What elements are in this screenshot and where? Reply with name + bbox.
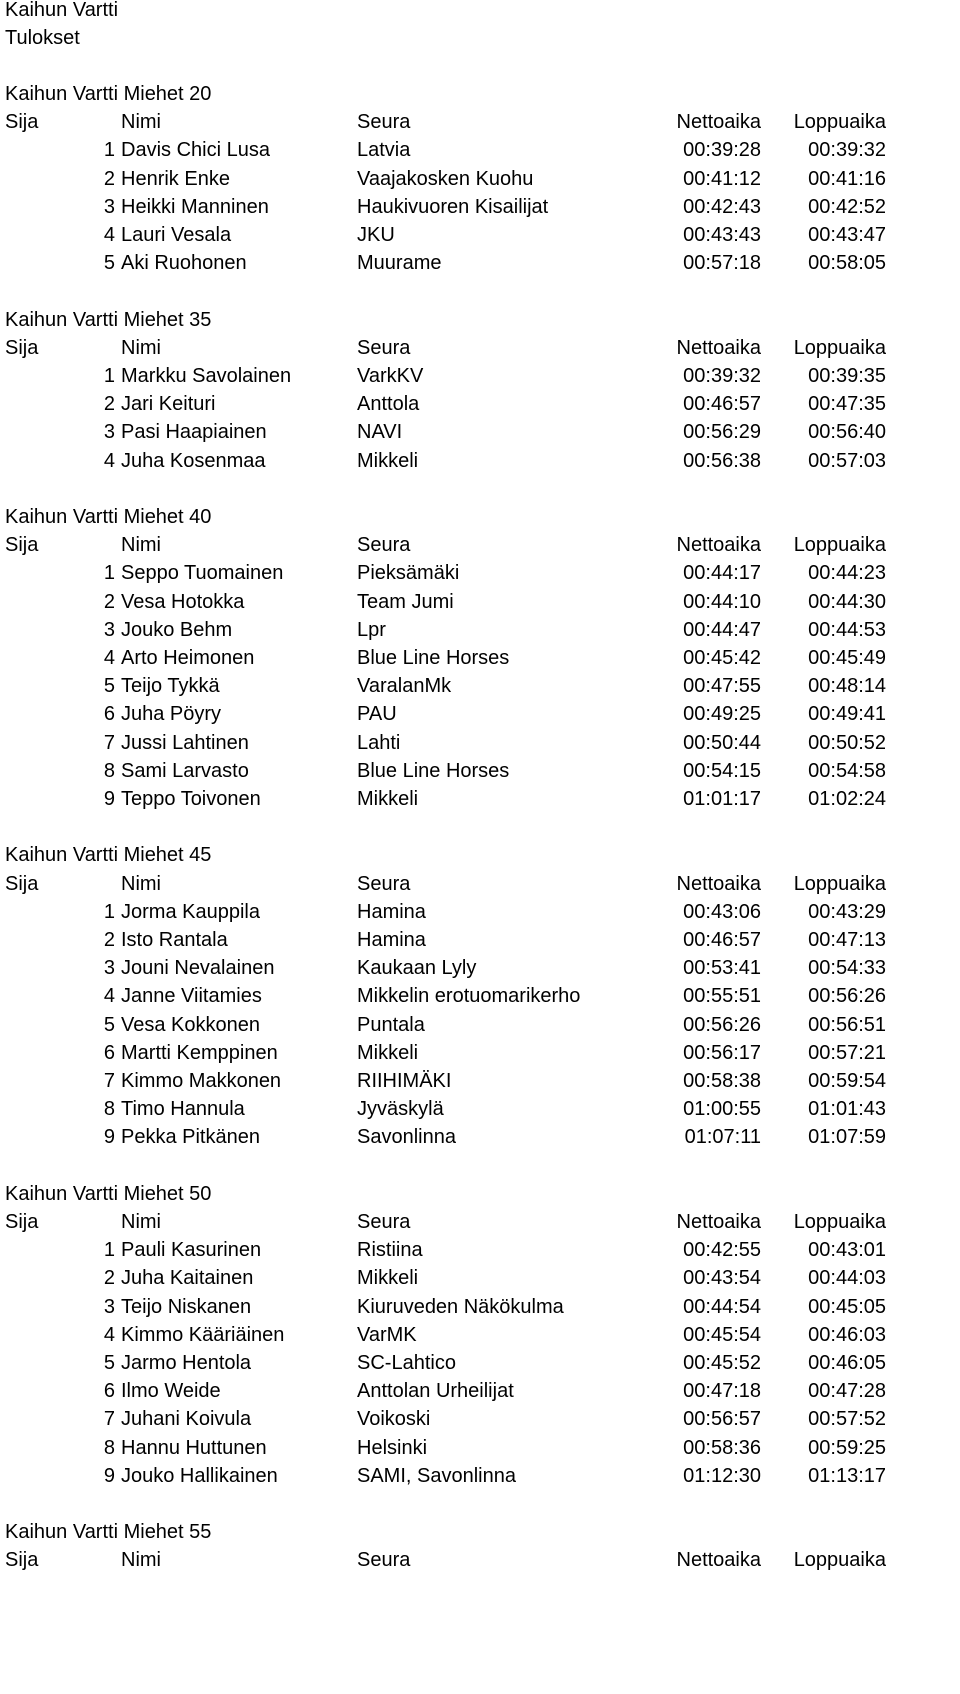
column-header-seura: Seura	[357, 1211, 411, 1233]
cell-seura: Blue Line Horses	[357, 647, 510, 669]
table-row	[0, 165, 960, 193]
cell-nettoaika: 00:47:18	[683, 1380, 761, 1403]
cell-nimi: Henrik Enke	[121, 167, 230, 190]
table-row	[0, 1434, 960, 1462]
cell-seura: VaralanMk	[357, 675, 452, 698]
column-header-sija: Sija	[5, 1211, 39, 1233]
cell-loppuaika: 00:57:03	[808, 449, 886, 472]
cell-nettoaika: 00:46:57	[683, 393, 761, 416]
cell-loppuaika: 00:56:26	[808, 985, 886, 1008]
table-row	[0, 1123, 960, 1151]
cell-seura: Latvia	[357, 139, 411, 162]
cell-sija: 7	[103, 1070, 115, 1092]
column-header-seura: Seura	[357, 872, 411, 895]
cell-sija: 9	[103, 1126, 115, 1149]
table-row	[0, 616, 960, 644]
column-header-row	[0, 1546, 960, 1574]
cell-nimi: Heikki Manninen	[121, 195, 269, 218]
table-row	[0, 1039, 960, 1067]
cell-nimi: Jouko Hallikainen	[121, 1464, 278, 1487]
cell-loppuaika: 00:47:13	[808, 929, 886, 951]
table-row	[0, 898, 960, 926]
cell-nimi: Kimmo Kääriäinen	[121, 1323, 285, 1346]
cell-seura: Kaukaan Lyly	[357, 957, 477, 980]
cell-nimi: Vesa Kokkonen	[121, 1013, 260, 1036]
cell-nettoaika: 00:46:57	[683, 929, 761, 951]
cell-nimi: Markku Savolainen	[121, 365, 292, 387]
cell-sija: 5	[103, 675, 115, 698]
column-header-seura: Seura	[357, 336, 411, 359]
cell-nettoaika: 01:12:30	[683, 1464, 761, 1487]
cell-sija: 5	[103, 1013, 115, 1036]
cell-sija: 5	[103, 1352, 115, 1374]
cell-nimi: Juhani Koivula	[121, 1408, 252, 1431]
cell-sija: 4	[103, 449, 115, 472]
cell-nimi: Jouni Nevalainen	[121, 957, 275, 980]
cell-loppuaika: 00:54:33	[808, 957, 886, 980]
column-header-nimi: Nimi	[121, 1211, 161, 1233]
cell-nettoaika: 00:42:43	[683, 195, 761, 218]
cell-seura: Ristiina	[357, 1239, 423, 1262]
cell-nettoaika: 00:43:43	[683, 224, 761, 246]
cell-nimi: Pauli Kasurinen	[121, 1239, 262, 1262]
cell-nettoaika: 00:39:28	[683, 139, 761, 162]
column-header-nimi: Nimi	[121, 1549, 161, 1572]
section-title: Kaihun Vartti Miehet 20	[5, 83, 212, 105]
cell-sija: 1	[103, 1239, 115, 1262]
table-row	[0, 559, 960, 587]
table-row	[0, 249, 960, 277]
column-header-sija: Sija	[5, 534, 39, 557]
table-row	[0, 1349, 960, 1377]
cell-nimi: Vesa Hotokka	[121, 590, 245, 613]
cell-nimi: Teppo Toivonen	[121, 788, 261, 810]
cell-nettoaika: 00:44:47	[683, 618, 761, 641]
cell-nettoaika: 00:43:54	[683, 1267, 761, 1290]
cell-loppuaika: 00:43:01	[808, 1239, 886, 1262]
table-row	[0, 700, 960, 728]
column-header-nettoaika: Nettoaika	[676, 1549, 761, 1572]
cell-seura: SAMI, Savonlinna	[357, 1464, 516, 1487]
cell-sija: 8	[103, 1098, 115, 1121]
cell-seura: Vaajakosken Kuohu	[357, 167, 534, 190]
column-header-row	[0, 108, 960, 136]
cell-seura: Anttolan Urheilijat	[357, 1380, 514, 1403]
column-header-loppuaika: Loppuaika	[793, 1549, 886, 1572]
cell-seura: RIIHIMÄKI	[357, 1070, 452, 1092]
table-row	[0, 644, 960, 672]
table-row	[0, 1321, 960, 1349]
table-row	[0, 1462, 960, 1490]
column-header-loppuaika: Loppuaika	[793, 534, 886, 557]
cell-seura: Hamina	[357, 900, 426, 923]
cell-sija: 9	[103, 788, 115, 810]
cell-nettoaika: 01:00:55	[683, 1098, 761, 1121]
cell-nimi: Davis Chici Lusa	[121, 139, 270, 162]
column-header-seura: Seura	[357, 1549, 411, 1572]
column-header-row	[0, 870, 960, 898]
column-header-loppuaika: Loppuaika	[793, 872, 886, 895]
cell-sija: 3	[103, 957, 115, 980]
cell-nettoaika: 00:39:32	[683, 365, 761, 387]
cell-seura: Haukivuoren Kisailijat	[357, 195, 549, 218]
cell-sija: 1	[103, 139, 115, 162]
cell-sija: 3	[103, 618, 115, 641]
table-row	[0, 729, 960, 757]
table-row	[0, 954, 960, 982]
column-header-loppuaika: Loppuaika	[793, 111, 886, 134]
cell-loppuaika: 00:39:35	[808, 365, 886, 387]
section-title: Kaihun Vartti Miehet 55	[5, 1521, 212, 1544]
cell-nettoaika: 01:07:11	[684, 1126, 761, 1149]
cell-sija: 3	[103, 421, 115, 444]
cell-nimi: Jorma Kauppila	[121, 900, 260, 923]
table-row	[0, 982, 960, 1010]
cell-nettoaika: 00:54:15	[683, 759, 761, 782]
cell-nimi: Hannu Huttunen	[121, 1436, 267, 1459]
column-header-sija: Sija	[5, 1549, 39, 1572]
column-header-nettoaika: Nettoaika	[676, 534, 761, 557]
table-row	[0, 1095, 960, 1123]
table-row	[0, 785, 960, 813]
column-header-nimi: Nimi	[121, 111, 161, 134]
cell-sija: 1	[103, 900, 115, 923]
cell-nettoaika: 00:56:17	[683, 1041, 761, 1064]
cell-seura: VarkKV	[357, 365, 424, 387]
cell-seura: Blue Line Horses	[357, 759, 510, 782]
column-header-nimi: Nimi	[121, 336, 161, 359]
cell-seura: Jyväskylä	[357, 1098, 444, 1121]
cell-seura: Lahti	[357, 731, 401, 754]
cell-nettoaika: 00:47:55	[683, 675, 761, 698]
column-header-row	[0, 531, 960, 559]
cell-seura: Muurame	[357, 252, 442, 275]
table-row	[0, 926, 960, 954]
cell-nimi: Timo Hannula	[121, 1098, 245, 1121]
cell-nimi: Arto Heimonen	[121, 647, 255, 669]
cell-loppuaika: 00:44:53	[808, 618, 886, 641]
cell-nimi: Juha Pöyry	[121, 703, 222, 726]
cell-seura: Puntala	[357, 1013, 425, 1036]
cell-seura: Pieksämäki	[357, 562, 460, 585]
cell-nimi: Sami Larvasto	[121, 759, 249, 782]
cell-sija: 8	[103, 1436, 115, 1459]
cell-seura: Mikkeli	[357, 788, 419, 810]
cell-nimi: Pasi Haapiainen	[121, 421, 267, 444]
cell-sija: 6	[103, 703, 115, 726]
column-header-nettoaika: Nettoaika	[676, 1211, 761, 1233]
column-header-nettoaika: Nettoaika	[676, 872, 761, 895]
cell-nettoaika: 01:01:17	[683, 788, 761, 810]
cell-seura: Anttola	[357, 393, 420, 416]
table-row	[0, 193, 960, 221]
cell-loppuaika: 00:44:30	[808, 590, 886, 613]
cell-nimi: Kimmo Makkonen	[121, 1070, 282, 1092]
table-row	[0, 390, 960, 418]
table-row	[0, 447, 960, 475]
cell-loppuaika: 01:13:17	[808, 1464, 886, 1487]
cell-loppuaika: 00:45:49	[808, 647, 886, 669]
cell-loppuaika: 00:44:03	[808, 1267, 886, 1290]
cell-loppuaika: 00:54:58	[808, 759, 886, 782]
cell-nettoaika: 00:57:18	[683, 252, 761, 275]
cell-sija: 2	[103, 590, 115, 613]
cell-sija: 1	[103, 365, 115, 387]
cell-seura: Voikoski	[357, 1408, 431, 1431]
cell-nimi: Teijo Niskanen	[121, 1295, 252, 1318]
cell-seura: VarMK	[357, 1323, 417, 1346]
cell-sija: 2	[103, 1267, 115, 1290]
cell-nettoaika: 00:42:55	[683, 1239, 761, 1262]
cell-loppuaika: 00:47:28	[808, 1380, 886, 1403]
cell-seura: Mikkelin erotuomarikerho	[357, 985, 581, 1008]
section-title: Kaihun Vartti Miehet 50	[5, 1182, 212, 1205]
cell-sija: 4	[103, 1323, 115, 1346]
cell-seura: Savonlinna	[357, 1126, 456, 1149]
cell-nettoaika: 00:58:38	[683, 1070, 761, 1092]
cell-nettoaika: 00:56:29	[683, 421, 761, 444]
column-header-row	[0, 334, 960, 362]
cell-loppuaika: 00:59:25	[808, 1436, 886, 1459]
cell-nettoaika: 00:41:12	[683, 167, 761, 190]
cell-loppuaika: 00:42:52	[808, 195, 886, 218]
column-header-sija: Sija	[5, 872, 39, 895]
table-row	[0, 1067, 960, 1095]
cell-loppuaika: 01:07:59	[808, 1126, 886, 1149]
cell-nimi: Teijo Tykkä	[121, 675, 220, 698]
cell-sija: 3	[103, 1295, 115, 1318]
cell-nettoaika: 00:44:17	[683, 562, 761, 585]
section-title: Kaihun Vartti Miehet 40	[5, 506, 212, 528]
cell-seura: Mikkeli	[357, 449, 419, 472]
cell-nettoaika: 00:45:42	[683, 647, 761, 669]
cell-seura: SC-Lahtico	[357, 1352, 456, 1374]
cell-seura: NAVI	[357, 421, 403, 444]
cell-loppuaika: 00:39:32	[808, 139, 886, 162]
cell-nettoaika: 00:50:44	[683, 731, 761, 754]
cell-nimi: Janne Viitamies	[121, 985, 262, 1008]
table-row	[0, 672, 960, 700]
table-row	[0, 1264, 960, 1292]
cell-seura: Mikkeli	[357, 1267, 419, 1290]
section-title: Kaihun Vartti Miehet 45	[5, 844, 212, 867]
table-row	[0, 1405, 960, 1433]
table-row	[0, 757, 960, 785]
cell-nimi: Martti Kemppinen	[121, 1041, 278, 1064]
cell-loppuaika: 01:01:43	[808, 1098, 886, 1121]
cell-nettoaika: 00:55:51	[683, 985, 761, 1008]
cell-sija: 5	[103, 252, 115, 275]
table-row	[0, 221, 960, 249]
cell-loppuaika: 00:44:23	[808, 562, 886, 585]
cell-seura: Lpr	[357, 618, 386, 641]
cell-loppuaika: 00:43:47	[808, 224, 886, 246]
column-header-nettoaika: Nettoaika	[676, 336, 761, 359]
cell-sija: 8	[103, 759, 115, 782]
cell-nettoaika: 00:56:57	[683, 1408, 761, 1431]
column-header-sija: Sija	[5, 336, 39, 359]
cell-sija: 6	[103, 1380, 115, 1403]
cell-loppuaika: 00:56:51	[808, 1013, 886, 1036]
cell-sija: 9	[103, 1464, 115, 1487]
cell-sija: 4	[103, 224, 115, 246]
cell-nimi: Jouko Behm	[121, 618, 233, 641]
cell-nettoaika: 00:58:36	[683, 1436, 761, 1459]
cell-nettoaika: 00:53:41	[683, 957, 761, 980]
cell-nimi: Isto Rantala	[121, 929, 228, 951]
cell-sija: 7	[103, 1408, 115, 1431]
cell-nettoaika: 00:56:38	[683, 449, 761, 472]
page-title: Kaihun Vartti	[5, 0, 119, 21]
cell-nimi: Jarmo Hentola	[121, 1352, 252, 1374]
cell-seura: PAU	[357, 703, 397, 726]
column-header-loppuaika: Loppuaika	[793, 1211, 886, 1233]
cell-seura: Team Jumi	[357, 590, 454, 613]
cell-sija: 7	[103, 731, 115, 754]
cell-nimi: Lauri Vesala	[121, 224, 232, 246]
table-row	[0, 588, 960, 616]
cell-nimi: Ilmo Weide	[121, 1380, 221, 1403]
table-row	[0, 1236, 960, 1264]
cell-loppuaika: 00:57:52	[808, 1408, 886, 1431]
cell-seura: Kiuruveden Näkökulma	[357, 1295, 564, 1318]
cell-seura: JKU	[357, 224, 395, 246]
cell-sija: 2	[103, 393, 115, 416]
cell-loppuaika: 00:47:35	[808, 393, 886, 416]
column-header-row	[0, 1208, 960, 1236]
column-header-sija: Sija	[5, 111, 39, 134]
cell-nimi: Juha Kosenmaa	[121, 449, 266, 472]
cell-nimi: Pekka Pitkänen	[121, 1126, 260, 1149]
cell-loppuaika: 00:43:29	[808, 900, 886, 923]
cell-seura: Mikkeli	[357, 1041, 419, 1064]
table-row	[0, 1011, 960, 1039]
column-header-nettoaika: Nettoaika	[676, 111, 761, 134]
page-subtitle: Tulokset	[5, 27, 80, 49]
cell-loppuaika: 00:59:54	[808, 1070, 886, 1092]
cell-sija: 2	[103, 929, 115, 951]
table-row	[0, 136, 960, 164]
cell-nettoaika: 00:49:25	[683, 703, 761, 726]
cell-sija: 6	[103, 1041, 115, 1064]
column-header-nimi: Nimi	[121, 872, 161, 895]
cell-nettoaika: 00:45:52	[683, 1352, 761, 1374]
cell-loppuaika: 00:56:40	[808, 421, 886, 444]
cell-nimi: Jari Keituri	[121, 393, 216, 416]
column-header-seura: Seura	[357, 534, 411, 557]
cell-loppuaika: 00:45:05	[808, 1295, 886, 1318]
cell-seura: Helsinki	[357, 1436, 428, 1459]
cell-loppuaika: 00:46:03	[808, 1323, 886, 1346]
cell-sija: 3	[103, 195, 115, 218]
cell-sija: 1	[103, 562, 115, 585]
cell-nimi: Aki Ruohonen	[121, 252, 247, 275]
table-row	[0, 1377, 960, 1405]
cell-sija: 2	[103, 167, 115, 190]
cell-nimi: Juha Kaitainen	[121, 1267, 254, 1290]
cell-sija: 4	[103, 647, 115, 669]
table-row	[0, 1293, 960, 1321]
cell-nimi: Jussi Lahtinen	[121, 731, 249, 754]
cell-nettoaika: 00:45:54	[683, 1323, 761, 1346]
cell-nimi: Seppo Tuomainen	[121, 562, 284, 585]
cell-loppuaika: 00:50:52	[808, 731, 886, 754]
section-title: Kaihun Vartti Miehet 35	[5, 308, 212, 331]
cell-loppuaika: 01:02:24	[808, 788, 886, 810]
column-header-seura: Seura	[357, 111, 411, 134]
cell-loppuaika: 00:46:05	[808, 1352, 886, 1374]
cell-loppuaika: 00:48:14	[808, 675, 886, 698]
cell-nettoaika: 00:44:10	[683, 590, 761, 613]
column-header-nimi: Nimi	[121, 534, 161, 557]
cell-nettoaika: 00:43:06	[683, 900, 761, 923]
table-row	[0, 362, 960, 390]
table-row	[0, 418, 960, 446]
cell-loppuaika: 00:49:41	[808, 703, 886, 726]
cell-loppuaika: 00:58:05	[808, 252, 886, 275]
cell-seura: Hamina	[357, 929, 426, 951]
cell-loppuaika: 00:57:21	[808, 1041, 886, 1064]
cell-nettoaika: 00:44:54	[683, 1295, 761, 1318]
cell-nettoaika: 00:56:26	[683, 1013, 761, 1036]
cell-loppuaika: 00:41:16	[808, 167, 886, 190]
cell-sija: 4	[103, 985, 115, 1008]
column-header-loppuaika: Loppuaika	[793, 336, 886, 359]
